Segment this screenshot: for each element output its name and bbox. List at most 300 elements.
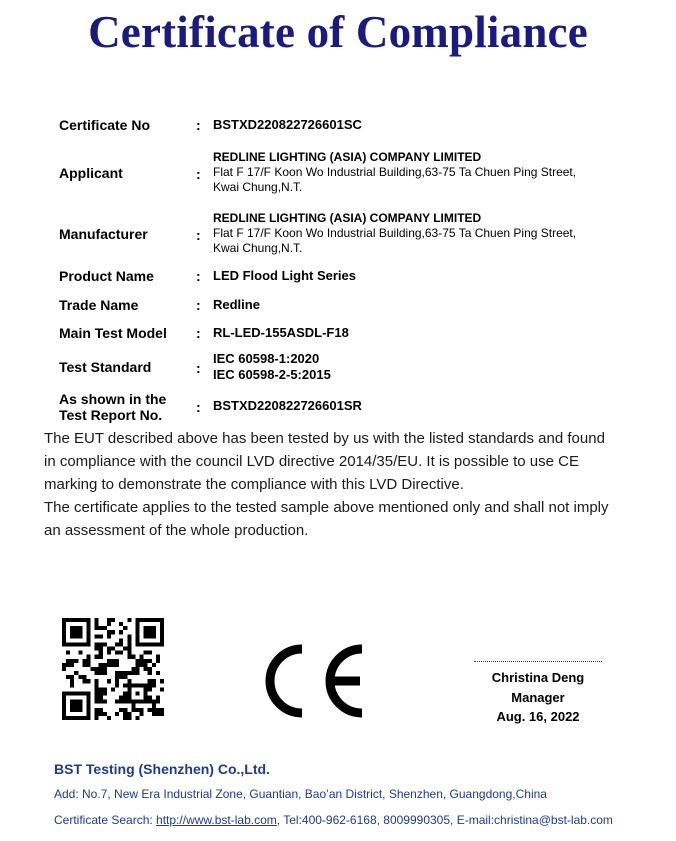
- applicant-label: Applicant: [59, 165, 123, 181]
- test-standard-label: Test Standard: [59, 359, 152, 375]
- qr-module: [144, 651, 148, 655]
- qr-module: [119, 642, 123, 646]
- qr-module: [107, 647, 111, 651]
- qr-module: [86, 622, 90, 626]
- qr-module: [78, 651, 82, 655]
- qr-module: [99, 642, 103, 646]
- qr-module: [131, 708, 135, 712]
- compliance-statement: [44, 427, 644, 542]
- qr-module: [70, 700, 74, 704]
- qr-module: [107, 630, 111, 634]
- certificate-no-value: BSTXD220822726601SC: [213, 117, 362, 132]
- qr-module: [99, 655, 103, 659]
- qr-module: [148, 708, 152, 712]
- qr-module: [160, 638, 164, 642]
- qr-module: [103, 671, 107, 675]
- qr-module: [152, 712, 156, 716]
- product-name-value: LED Flood Light Series: [213, 268, 357, 283]
- signatory-position: Manager: [511, 689, 565, 705]
- qr-module: [95, 683, 99, 687]
- qr-module: [62, 712, 66, 716]
- qr-module: [119, 651, 123, 655]
- qr-module: [148, 634, 152, 638]
- qr-module: [119, 638, 123, 642]
- qr-module: [103, 687, 107, 691]
- qr-module: [135, 634, 139, 638]
- qr-module: [144, 691, 148, 695]
- qr-module: [78, 691, 82, 695]
- qr-module: [119, 630, 123, 634]
- statement-line: The EUT described above has been tested by us with the listed standards and found: [44, 430, 605, 447]
- qr-module: [140, 708, 144, 712]
- qr-module: [115, 675, 119, 679]
- colon: :: [196, 360, 201, 376]
- qr-module: [86, 626, 90, 630]
- qr-module: [66, 642, 70, 646]
- qr-module: [70, 659, 74, 663]
- qr-module: [99, 687, 103, 691]
- qr-module: [70, 634, 74, 638]
- manufacturer-company: REDLINE LIGHTING (ASIA) COMPANY LIMITED: [213, 211, 482, 225]
- qr-module: [78, 708, 82, 712]
- qr-module: [115, 683, 119, 687]
- qr-module: [119, 675, 123, 679]
- qr-module: [140, 655, 144, 659]
- qr-module: [127, 671, 131, 675]
- test-report-label-line1: As shown in the: [59, 391, 167, 407]
- qr-module: [99, 647, 103, 651]
- qr-module: [135, 683, 139, 687]
- qr-module: [99, 626, 103, 630]
- qr-module: [62, 626, 66, 630]
- qr-module: [99, 667, 103, 671]
- qr-module: [103, 626, 107, 630]
- qr-module: [131, 667, 135, 671]
- qr-module: [152, 626, 156, 630]
- qr-module: [123, 716, 127, 720]
- qr-module: [135, 667, 139, 671]
- qr-module: [66, 675, 70, 679]
- qr-module: [107, 618, 111, 622]
- qr-module: [152, 708, 156, 712]
- qr-module: [131, 700, 135, 704]
- qr-module: [160, 630, 164, 634]
- qr-module: [86, 679, 90, 683]
- qr-module: [95, 634, 99, 638]
- qr-module: [144, 659, 148, 663]
- qr-module: [107, 622, 111, 626]
- qr-module: [148, 618, 152, 622]
- qr-module: [86, 700, 90, 704]
- qr-module: [127, 716, 131, 720]
- qr-module: [74, 642, 78, 646]
- qr-module: [86, 634, 90, 638]
- qr-module: [70, 704, 74, 708]
- qr-module: [111, 687, 115, 691]
- qr-module: [66, 618, 70, 622]
- qr-module: [148, 683, 152, 687]
- qr-module: [86, 696, 90, 700]
- qr-module: [119, 671, 123, 675]
- qr-module: [131, 683, 135, 687]
- qr-module: [140, 618, 144, 622]
- qr-module: [74, 716, 78, 720]
- qr-module: [148, 687, 152, 691]
- qr-module: [99, 634, 103, 638]
- manufacturer-address-line1: Flat F 17/F Koon Wo Industrial Building,63-75 Ta Chuen Ping Street,: [213, 226, 577, 240]
- qr-module: [115, 642, 119, 646]
- qr-module: [123, 671, 127, 675]
- qr-module: [99, 651, 103, 655]
- qr-module: [152, 683, 156, 687]
- qr-module: [62, 638, 66, 642]
- qr-module: [135, 659, 139, 663]
- colon: :: [196, 325, 201, 341]
- qr-module: [135, 630, 139, 634]
- qr-module: [78, 634, 82, 638]
- qr-module: [62, 704, 66, 708]
- qr-module: [144, 687, 148, 691]
- qr-module: [148, 679, 152, 683]
- qr-module: [115, 659, 119, 663]
- qr-module: [66, 716, 70, 720]
- qr-module: [115, 679, 119, 683]
- qr-module: [127, 651, 131, 655]
- qr-module: [62, 663, 66, 667]
- qr-module: [148, 696, 152, 700]
- qr-module: [160, 679, 164, 683]
- qr-module: [127, 712, 131, 716]
- applicant-address-line1: Flat F 17/F Koon Wo Industrial Building,63-75 Ta Chuen Ping Street,: [213, 165, 577, 179]
- qr-module: [148, 630, 152, 634]
- qr-module: [144, 634, 148, 638]
- qr-module: [152, 642, 156, 646]
- qr-module: [156, 700, 160, 704]
- qr-module: [148, 667, 152, 671]
- applicant-company: REDLINE LIGHTING (ASIA) COMPANY LIMITED: [213, 150, 482, 164]
- qr-module: [107, 634, 111, 638]
- search-prefix: Certificate Search:: [54, 813, 157, 827]
- qr-module: [127, 642, 131, 646]
- qr-module: [135, 642, 139, 646]
- qr-module: [95, 700, 99, 704]
- qr-module: [156, 655, 160, 659]
- qr-module: [95, 716, 99, 720]
- qr-module: [78, 716, 82, 720]
- qr-module: [160, 634, 164, 638]
- qr-module: [135, 716, 139, 720]
- qr-module: [78, 630, 82, 634]
- qr-module: [62, 667, 66, 671]
- qr-module: [152, 618, 156, 622]
- qr-module: [91, 667, 95, 671]
- qr-module: [74, 708, 78, 712]
- issuer-company: BST Testing (Shenzhen) Co.,Ltd.: [54, 761, 270, 777]
- qr-module: [156, 671, 160, 675]
- qr-module: [74, 618, 78, 622]
- qr-module: [95, 708, 99, 712]
- website-link[interactable]: http://www.bst-lab.com: [156, 813, 277, 827]
- qr-module: [140, 659, 144, 663]
- qr-module: [160, 622, 164, 626]
- qr-module: [74, 704, 78, 708]
- qr-module: [62, 691, 66, 695]
- qr-module: [99, 691, 103, 695]
- qr-module: [152, 630, 156, 634]
- qr-module: [86, 691, 90, 695]
- manufacturer-label: Manufacturer: [59, 226, 148, 242]
- qr-module: [82, 642, 86, 646]
- qr-module: [103, 663, 107, 667]
- ce-mark-icon: [258, 641, 366, 721]
- qr-module: [95, 655, 99, 659]
- qr-module: [127, 618, 131, 622]
- qr-module: [107, 679, 111, 683]
- qr-module: [144, 667, 148, 671]
- qr-module: [119, 708, 123, 712]
- qr-module: [99, 663, 103, 667]
- qr-module: [135, 618, 139, 622]
- qr-module: [131, 671, 135, 675]
- colon: :: [196, 297, 201, 313]
- qr-module: [62, 634, 66, 638]
- qr-module: [74, 626, 78, 630]
- qr-module: [127, 687, 131, 691]
- qr-module: [127, 683, 131, 687]
- qr-module: [111, 663, 115, 667]
- qr-module: [78, 618, 82, 622]
- qr-module: [111, 630, 115, 634]
- qr-module: [70, 691, 74, 695]
- qr-module: [148, 651, 152, 655]
- qr-code-icon: [62, 618, 164, 720]
- qr-module: [135, 708, 139, 712]
- qr-module: [95, 642, 99, 646]
- qr-module: [135, 622, 139, 626]
- qr-module: [127, 647, 131, 651]
- qr-module: [86, 712, 90, 716]
- manufacturer-address-line2: Kwai Chung,N.T.: [213, 241, 303, 255]
- qr-module: [74, 630, 78, 634]
- qr-module: [62, 696, 66, 700]
- qr-module: [127, 691, 131, 695]
- qr-module: [70, 663, 74, 667]
- qr-module: [111, 647, 115, 651]
- qr-module: [86, 716, 90, 720]
- statement-line: The certificate applies to the tested sample above mentioned only and shall not imply: [44, 499, 609, 516]
- qr-module: [152, 704, 156, 708]
- qr-module: [131, 704, 135, 708]
- qr-module: [111, 618, 115, 622]
- qr-module: [74, 700, 78, 704]
- qr-module: [115, 663, 119, 667]
- qr-module: [160, 712, 164, 716]
- qr-module: [103, 691, 107, 695]
- qr-module: [86, 618, 90, 622]
- qr-module: [135, 626, 139, 630]
- qr-module: [131, 655, 135, 659]
- qr-module: [95, 679, 99, 683]
- qr-module: [74, 671, 78, 675]
- qr-module: [111, 659, 115, 663]
- qr-module: [70, 675, 74, 679]
- qr-module: [135, 638, 139, 642]
- qr-module: [160, 687, 164, 691]
- contact-info: , Tel:400-962-6168, 8009990305, E-mail:christina@bst-lab.com: [276, 813, 613, 827]
- qr-module: [86, 638, 90, 642]
- trade-name-label: Trade Name: [59, 297, 139, 313]
- qr-module: [107, 663, 111, 667]
- qr-module: [152, 679, 156, 683]
- qr-module: [95, 622, 99, 626]
- qr-module: [82, 659, 86, 663]
- qr-module: [103, 712, 107, 716]
- qr-module: [144, 696, 148, 700]
- qr-module: [127, 696, 131, 700]
- qr-module: [127, 679, 131, 683]
- qr-module: [86, 663, 90, 667]
- qr-module: [78, 642, 82, 646]
- qr-module: [78, 675, 82, 679]
- qr-module: [127, 655, 131, 659]
- qr-module: [152, 700, 156, 704]
- statement-line: marking to demonstrate the compliance with this LVD Directive.: [44, 476, 464, 493]
- qr-module: [62, 630, 66, 634]
- qr-module: [144, 626, 148, 630]
- qr-module: [74, 659, 78, 663]
- qr-module: [86, 655, 90, 659]
- qr-module: [95, 687, 99, 691]
- qr-module: [103, 700, 107, 704]
- qr-module: [140, 712, 144, 716]
- qr-module: [144, 630, 148, 634]
- qr-module: [140, 642, 144, 646]
- qr-module: [127, 634, 131, 638]
- qr-module: [66, 663, 70, 667]
- qr-module: [82, 675, 86, 679]
- qr-module: [123, 700, 127, 704]
- qr-module: [152, 663, 156, 667]
- qr-module: [144, 700, 148, 704]
- test-report-label-line2: Test Report No.: [59, 407, 163, 423]
- certificate-title: Certificate of Compliance: [88, 7, 588, 57]
- qr-module: [66, 651, 70, 655]
- test-report-value: BSTXD220822726601SR: [213, 398, 362, 413]
- qr-module: [115, 671, 119, 675]
- qr-module: [135, 691, 139, 695]
- qr-module: [95, 618, 99, 622]
- qr-module: [70, 708, 74, 712]
- qr-module: [115, 651, 119, 655]
- qr-module: [74, 691, 78, 695]
- qr-module: [135, 671, 139, 675]
- qr-module: [95, 626, 99, 630]
- qr-module: [82, 679, 86, 683]
- qr-module: [140, 663, 144, 667]
- qr-module: [107, 716, 111, 720]
- qr-module: [123, 708, 127, 712]
- qr-module: [99, 700, 103, 704]
- qr-module: [103, 642, 107, 646]
- qr-module: [70, 716, 74, 720]
- qr-module: [135, 663, 139, 667]
- signatory-name: Christina Deng: [491, 670, 585, 685]
- qr-module: [74, 634, 78, 638]
- qr-module: [123, 647, 127, 651]
- issuer-address: Add: No.7, New Era Industrial Zone, Guantian, Bao’an District, Shenzhen, Guangdong,China: [54, 787, 547, 801]
- qr-module: [86, 642, 90, 646]
- qr-module: [70, 626, 74, 630]
- qr-module: [70, 618, 74, 622]
- qr-module: [156, 708, 160, 712]
- colon: :: [196, 399, 201, 415]
- qr-module: [62, 716, 66, 720]
- qr-module: [127, 700, 131, 704]
- colon: :: [196, 268, 201, 284]
- qr-module: [148, 642, 152, 646]
- qr-module: [160, 626, 164, 630]
- qr-module: [86, 659, 90, 663]
- qr-module: [152, 634, 156, 638]
- qr-module: [140, 700, 144, 704]
- colon: :: [196, 117, 201, 133]
- qr-module: [62, 622, 66, 626]
- qr-module: [62, 618, 66, 622]
- statement-line: in compliance with the council LVD directive 2014/35/EU. It is possible to use CE: [44, 453, 579, 470]
- main-test-model-value: RL-LED-155ASDL-F18: [213, 325, 349, 340]
- qr-module: [148, 671, 152, 675]
- statement-line: an assessment of the whole production.: [44, 522, 309, 539]
- qr-module: [144, 618, 148, 622]
- qr-module: [123, 712, 127, 716]
- qr-module: [66, 659, 70, 663]
- qr-module: [78, 704, 82, 708]
- certificate-no-label: Certificate No: [59, 117, 151, 133]
- qr-module: [82, 663, 86, 667]
- applicant-address-line2: Kwai Chung,N.T.: [213, 180, 303, 194]
- trade-name-value: Redline: [213, 297, 260, 312]
- qr-module: [78, 700, 82, 704]
- qr-module: [99, 708, 103, 712]
- signature-block: [474, 668, 602, 727]
- qr-module: [95, 667, 99, 671]
- qr-module: [62, 642, 66, 646]
- qr-module: [95, 696, 99, 700]
- qr-module: [156, 696, 160, 700]
- qr-module: [107, 659, 111, 663]
- qr-module: [123, 683, 127, 687]
- qr-module: [156, 659, 160, 663]
- qr-module: [156, 618, 160, 622]
- qr-module: [123, 675, 127, 679]
- main-test-model-label: Main Test Model: [59, 325, 167, 341]
- colon: :: [196, 166, 201, 182]
- qr-module: [115, 712, 119, 716]
- product-name-label: Product Name: [59, 268, 154, 284]
- qr-module: [95, 671, 99, 675]
- qr-module: [148, 626, 152, 630]
- qr-module: [140, 683, 144, 687]
- qr-module: [160, 708, 164, 712]
- qr-module: [95, 647, 99, 651]
- qr-module: [156, 712, 160, 716]
- qr-module: [148, 700, 152, 704]
- qr-module: [95, 712, 99, 716]
- qr-module: [160, 618, 164, 622]
- qr-module: [86, 630, 90, 634]
- qr-module: [82, 716, 86, 720]
- qr-module: [127, 638, 131, 642]
